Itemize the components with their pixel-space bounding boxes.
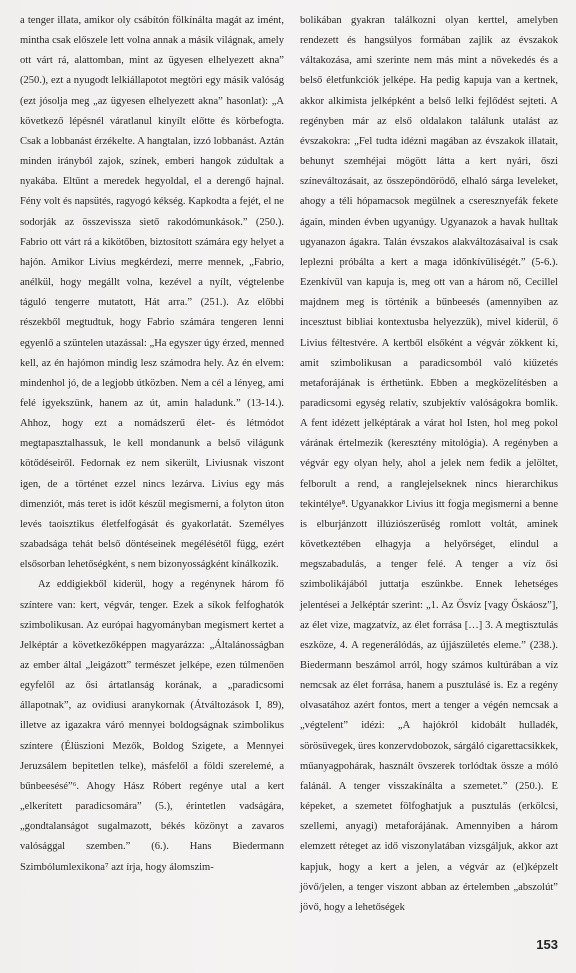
left-paragraph-1: a tenger illata, amikor oly csábítón fölkínálta magát az imént, mintha csak előszele lett volna annak a másik világnak, amely ott várt rá, alattomban, mint az ügyesen elhelyezett akna” (250.), ezt a nyugodt lelkiállapotot megtöri egy másik valóság (ezt jósolja meg „az ügyesen elhelyezett akna” hasonlat): „A következő lépésnél váratlanul kinyílt előtte és körbefogta. Csak a lobbanást érzékelte. A hangtalan, izzó lobbanást. Aztán minden irányból zajok, színek, emberi hangok zúdultak a nyakába. Eltűnt a meredek hegyoldal, el a derengő hajnal. Fény volt és napsütés, ragyogó kékség. Kapkodta a fejét, el ne sodorják az összevissza siető rakodómunkások.” (250.). Fabrio ott várt rá a kikötőben, biztosított számára egy helyet a hajón. Amikor Livius megkérdezi, merre mennek, „Fabrio, anélkül, hogy megállt volna, kezével a nyílt, végtelenbe táguló tengerre mutatott, Hát arra.” (251.). Az előbbi részekből megtudtuk, hogy Fabrio számára tengeren lenni egyenlő a szüntelen utazással: „Ha egyszer úgy érzed, menned kell, az én hajómon mindig lesz számodra hely. Az én elvem: mindenhol jó, de a legjobb útközben. Nem a cél a lényeg, ami felé igyekszünk, hanem az út, amin haladunk.” (13-14.). Ahhoz, hogy ezt a nomádszerű élet- és létmódot megtapasztalhassuk, le kell mondanunk a belső világunk kötődéseiről. Fedornak ez nem sikerült, Liviusnak viszont igen, de a történet ezzel nincs lezárva. Livius egy más dimenziót, más teret is időt készül megismerni, a folyton úton levés taoisztikus életfelfogását és gyakorlatát. Személyes szabadsága tehát belső döntéseinek megélésétől függ, ezért elsősorban lehetőségként, s nem bizonyosságként kínálkozik.	[20, 15, 284, 571]
right-paragraph-1: bolikában gyakran találkozni olyan kerttel, amelyben rendezett és hangsúlyos formában zajlik az évszakok váltakozása, ami szerinte nem más mint a növekedés és a belső életfunkciók jelképe. Ha pedig kapuja van a kertnek, akkor alkimista jelképként a belső lelki fejlődést sejteti. A regényben már az első oldalakon találunk utalást az évszakokra: „Fel tudta idézni magában az évszakok illatait, behunyt szemhéjai mögött látta a kert nyári, őszi színeváltozásait, az összepöndörödő, elhaló sárga leveleket, ahogy a téli hópamacsok megülnek a cseresznyefák fekete ágain, minden évben ugyanúgy. Ugyanazok a havak hulltak ugyanazon ágakra. Talán évszakos alakváltozásaival is csak leplezni próbálta a kert a maga időnkívüliségét.” (5-6.). Ezenkívül van kapuja is, meg ott van a három nő, Cecillel majdnem meg is történik a bűnbeesés (amennyiben az incesztust bibliai kontextusba helyezzük), mivel kiderül, ő Livius féltestvére. A kertből elsőként a végvár zökkent ki, amit szimbolikusan a paradicsomból való kiűzetés metaforájának is érthetünk. Ebben a megközelítésben a paradicsomi egység relatív, szubjektív valóságokra bomlik. A fent idézett jelképtárak a várat hol Isten, hol meg pokol várának értelmezik (keresztény mitológia). A regényben a végvár egy olyan hely, ahol a jelek nem fedik a jelöltet, felborult a rend, a ranglejelseknek nincs hierarchikus tekintélye⁸. Ugyanakkor Livius itt fogja megismerni a benne is elburjánzott illúziószerűség romlott voltát, aminek következtében elhagyja a helyőrséget, elindul a megszabadulás, a tenger felé. A tenger a víz ősi szimbolikájából juttatja eszünkbe. Ennek lehetséges jelentései a Jelképtár szerint: „1. Az Ősvíz [vagy Őskáosz”], az élet vize, magzatvíz, az élet forrása […] 3. A megtisztulás eszköze, 4. A regenerálódás, az újjászületés eleme.” (238.). Biedermann beszámol arról, hogy számos kultúrában a víz nemcsak az élet forrása, hanem a pusztulásé is. Ez a regény olvasatához azért fontos, mert a tenger a végén nemcsak a „végtelent” idézi: „A hajókról kidobált hulladék, sörösüvegek, üres konzervdobozok, sárgáló cigarettacsikkek, műanyagpohárak, használt övszerek torlódtak össze a móló falánál. A tenger visszakínálta a szemetet.” (250.). E képeket, a szemetet fölfoghatjuk a pusztulás (erkölcsi, szellemi, anyagi) metaforájának. Amennyiben a három elemzett réteget az idő viszonylatában vizsgáljuk, akkor azt kapjuk, hogy a kert a jelen, a végvár az (el)képzelt jövő/jelen, a tenger viszont abban az értelemben „abszolút” jövő, hogy a lehetőségek	[300, 15, 558, 913]
page-number: 153	[536, 937, 558, 952]
left-text-column	[20, 11, 284, 878]
right-text-column	[300, 11, 558, 918]
left-paragraph-2: Az eddigiekből kiderül, hogy a regénynek három fő színtere van: kert, végvár, tenger. Ezek a síkok felfoghatók szimbolikusan. Az európai hagyományban megismert kertet a Jelképtár a következőképpen magyarázza: „Általánosságban az ember által „leigázott” természet jelképe, ezen túlmenően egyfelől az ősi ártatlanság korának, a „paradicsomi állapotnak”, az ovidiusi aranykornak (Átváltozások I, 89), illetve az igazakra váró mennyei boldogságnak szimbolikus színtere (Élüszioni Mezők, Boldog Szigete, a Mennyei Jeruzsálem bepitetlen telke), másfelől a földi szerelemé, a bűnbeesésé”⁶. Ahogy Hász Róbert regénye utal a kert „elkerített paradicsomára” (5.), érintetlen vadságára, „gondtalanságot sugalmazott, békés közönyt a zavaros valósággal szemben.” (6.). Hans Biedermann Szimbólumlexikona⁷ azt írja, hogy álomszim-	[20, 579, 284, 873]
